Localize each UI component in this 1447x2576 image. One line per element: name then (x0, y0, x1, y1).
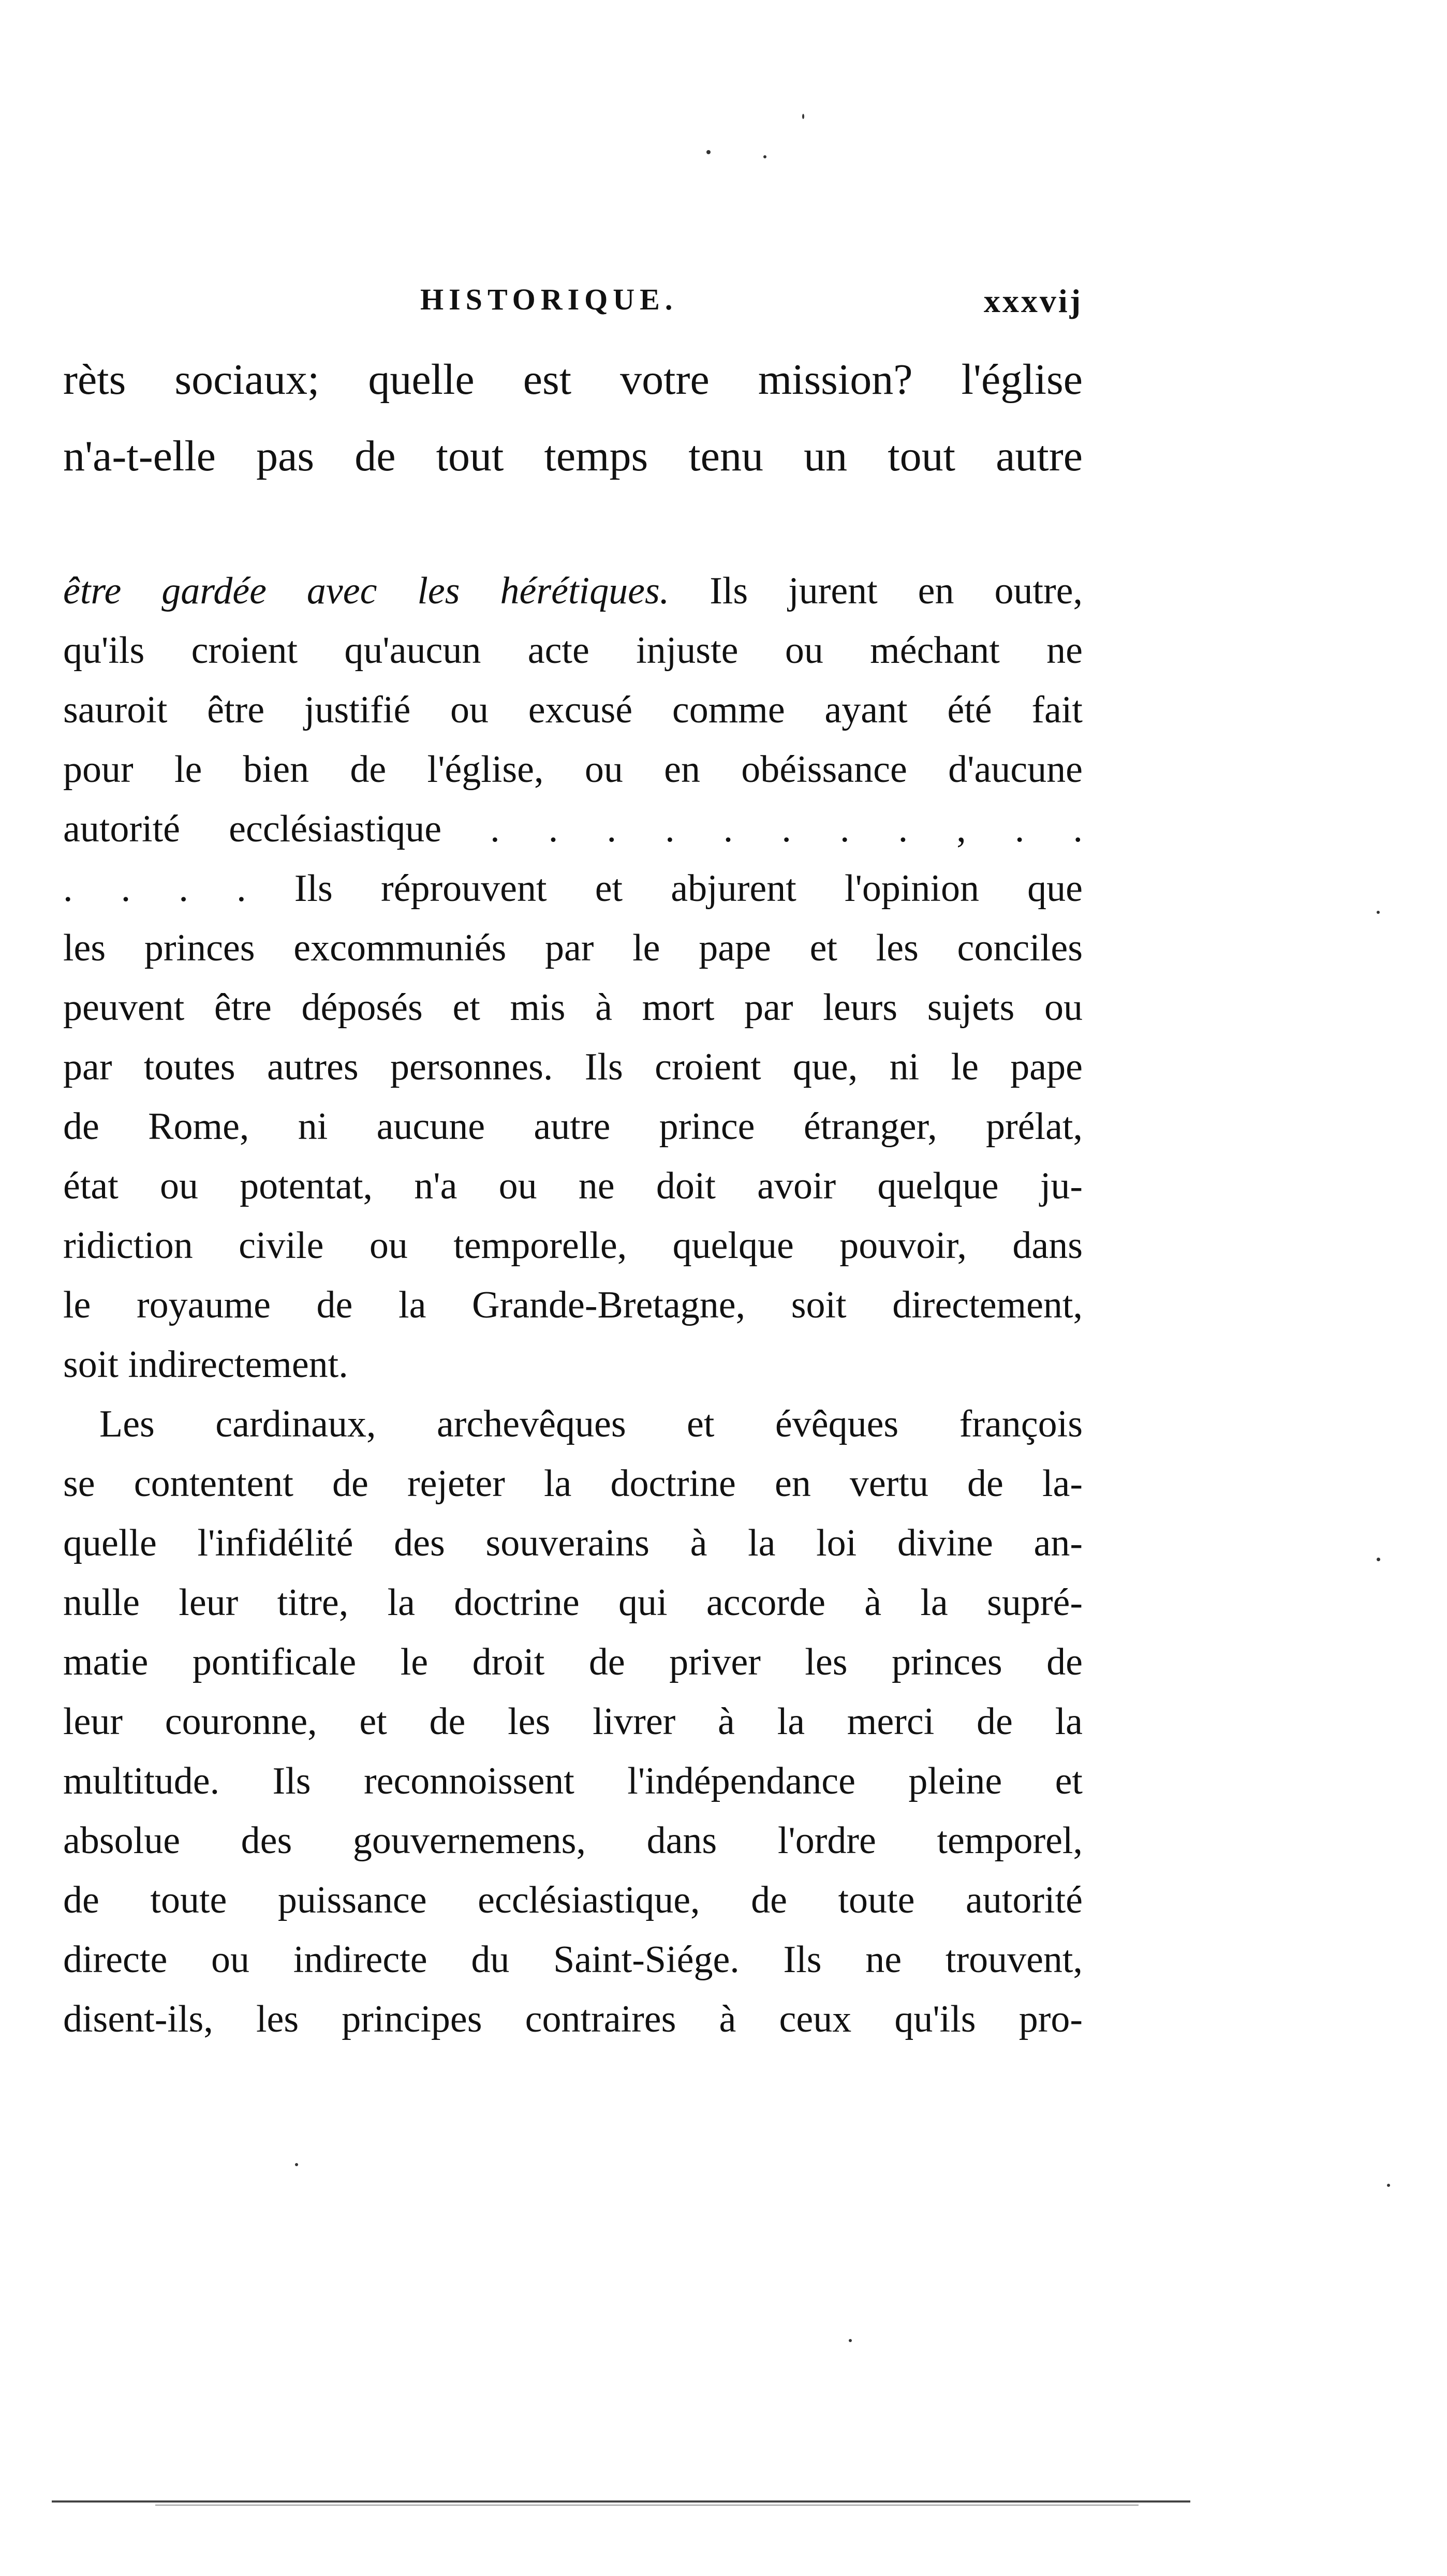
ink-speck (295, 2163, 298, 2166)
footnote-line: ridiction civile ou temporelle, quelque pouvoir, dans (63, 1224, 1083, 1267)
footnote-line: par toutes autres personnes. Ils croient que, ni le pape (63, 1046, 1083, 1088)
footnote-text: Ils jurent en outre, (669, 570, 1083, 612)
footnote-line: les princes excommuniés par le pape et les conciles (63, 927, 1083, 969)
ink-speck (706, 150, 711, 154)
main-text-line: rèts sociaux; quelle est votre mission? l'église (63, 356, 1083, 404)
footnote-line: soit indirectement. (63, 1343, 348, 1386)
footnote-line: matie pontificale le droit de priver les princes de (63, 1641, 1083, 1683)
italic-quote: être gardée avec les hérétiques. (63, 570, 670, 612)
footnote-line (63, 561, 1083, 621)
footnote-line: disent-ils, les principes contraires à ceux qu'ils pro- (63, 1998, 1083, 2040)
footnote-line: multitude. Ils reconnoissent l'indépendance pleine et (63, 1760, 1083, 1802)
page-number: xxxvij (983, 283, 1083, 319)
page-edge-rule (155, 2505, 1139, 2506)
ink-speck (1377, 911, 1380, 914)
footnote (63, 561, 1083, 2049)
main-text-line: n'a-t-elle pas de tout temps tenu un tout autre (63, 432, 1083, 480)
footnote-line: de Rome, ni aucune autre prince étranger, prélat, (63, 1105, 1083, 1148)
footnote-line: peuvent être déposés et mis à mort par leurs sujets ou (63, 986, 1083, 1029)
footnote-line: état ou potentat, n'a ou ne doit avoir quelque ju- (63, 1165, 1083, 1207)
footnote-line: qu'ils croient qu'aucun acte injuste ou méchant ne (63, 629, 1083, 672)
main-text (63, 342, 1083, 495)
page-edge-rule (52, 2500, 1190, 2503)
footnote-line: . . . . Ils réprouvent et abjurent l'opinion que (63, 867, 1083, 910)
footnote-line: absolue des gouvernemens, dans l'ordre temporel, (63, 1819, 1083, 1862)
footnote-line: de toute puissance ecclésiastique, de toute autorité (63, 1879, 1083, 1921)
ink-speck (849, 2339, 852, 2342)
footnote-line: pour le bien de l'église, ou en obéissance d'aucune (63, 748, 1083, 791)
ink-speck (802, 114, 804, 119)
footnote-line: sauroit être justifié ou excusé comme ayant été fait (63, 689, 1083, 731)
ink-speck (1377, 1558, 1380, 1561)
footnote-line: Les cardinaux, archevêques et évêques françois (99, 1403, 1083, 1445)
ink-speck (763, 155, 766, 158)
footnote-line: le royaume de la Grande-Bretagne, soit directement, (63, 1284, 1083, 1326)
footnote-line: leur couronne, et de les livrer à la merci de la (63, 1700, 1083, 1743)
page-header (63, 282, 1083, 329)
footnote-line: autorité ecclésiastique . . . . . . . . , . . (63, 808, 1083, 850)
running-head: HISTORIQUE. (420, 283, 678, 316)
footnote-line: nulle leur titre, la doctrine qui accorde à la supré- (63, 1581, 1083, 1624)
ink-speck (1387, 2184, 1390, 2187)
footnote-line: se contentent de rejeter la doctrine en vertu de la- (63, 1462, 1083, 1505)
footnote-line: quelle l'infidélité des souverains à la loi divine an- (63, 1522, 1083, 1564)
footnote-line: directe ou indirecte du Saint-Siége. Ils ne trouvent, (63, 1938, 1083, 1981)
